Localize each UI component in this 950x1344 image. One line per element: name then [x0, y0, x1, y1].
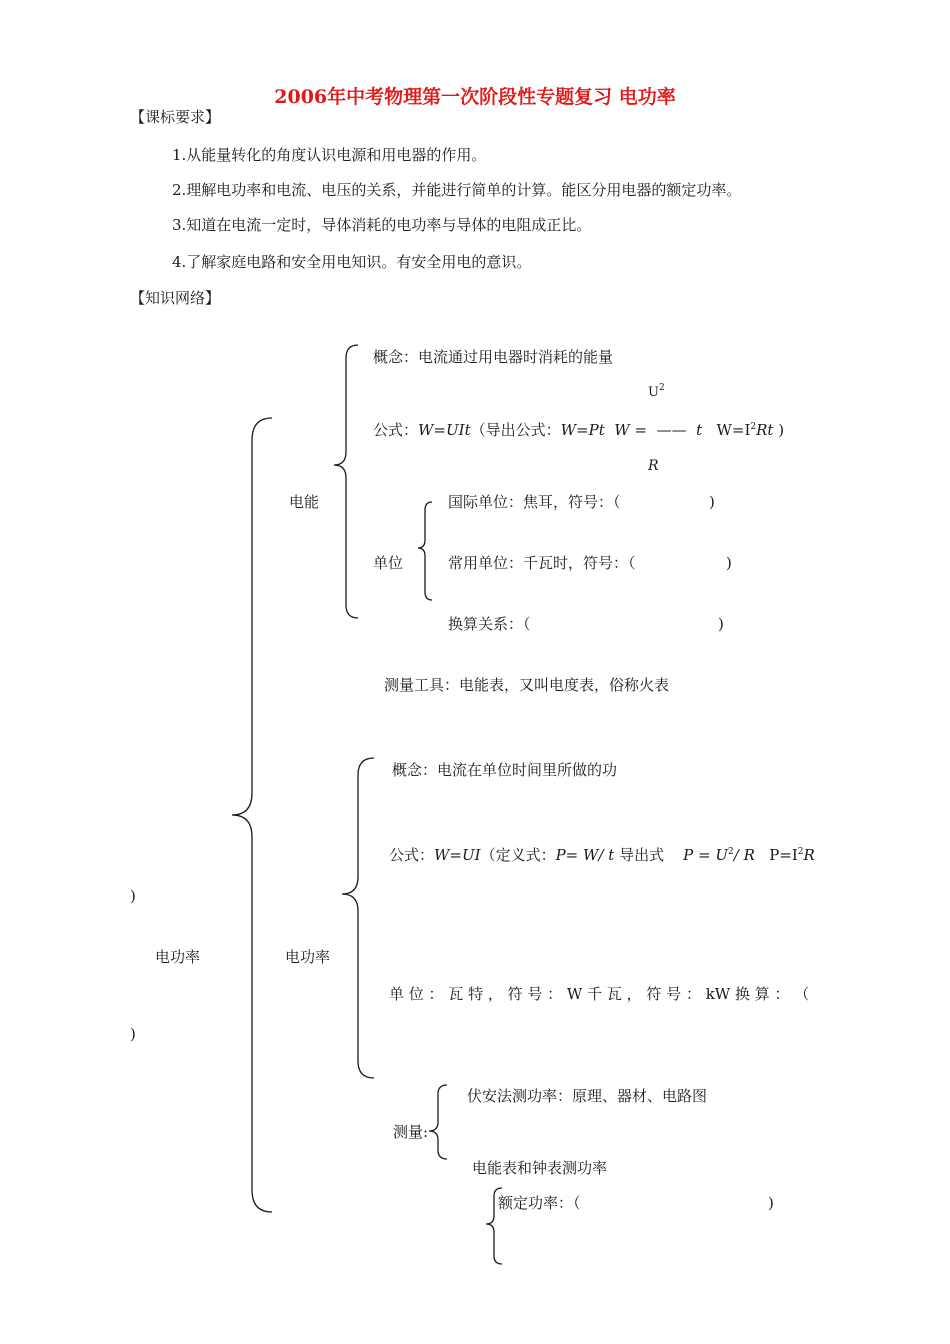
brace-root: [232, 418, 272, 1212]
energy-formula-numerator: $U^2$: [648, 383, 665, 400]
energy-measure-tool: 测量工具：电能表，又叫电度表，俗称火表: [384, 676, 670, 694]
stray-paren-1: ): [130, 887, 136, 905]
energy-unit-conversion: 换算关系：（: [448, 615, 531, 633]
network-header: 【知识网络】: [130, 289, 221, 307]
stray-paren-2: ): [130, 1025, 136, 1043]
energy-unit-common-close: ): [726, 554, 732, 572]
energy-unit-common: 常用单位：千瓦时，符号：（: [448, 554, 636, 572]
energy-unit-intl: 国际单位：焦耳，符号：（: [448, 493, 621, 511]
root-label: 电功率: [155, 948, 201, 966]
brace-power-measure: [429, 1085, 447, 1159]
power-rated: 额定功率：（: [498, 1194, 581, 1212]
energy-units-label: 单位: [373, 554, 404, 572]
energy-formula-denominator: R: [648, 458, 659, 474]
power-units: 单 位 ： 瓦 特 ， 符 号 ： W 千 瓦 ， 符 号 ： kW 换 算 ： （: [389, 985, 810, 1003]
energy-label: 电能: [289, 493, 320, 511]
power-concept: 概念：电流在单位时间里所做的功: [392, 761, 618, 779]
energy-concept: 概念：电流通过用电器时消耗的能量: [373, 348, 614, 366]
power-measure-meter-clock: 电能表和钟表测功率: [472, 1159, 608, 1177]
brace-power: [342, 758, 374, 1078]
requirement-4: 4.了解家庭电路和安全用电知识。有安全用电的意识。: [172, 253, 532, 271]
requirement-2: 2.理解电功率和电流、电压的关系，并能进行简单的计算。能区分用电器的额定功率。: [172, 181, 742, 199]
power-measure-label: 测量:: [393, 1123, 429, 1141]
energy-unit-conversion-close: ): [718, 615, 724, 633]
power-measure-voltammeter: 伏安法测功率：原理、器材、电路图: [467, 1087, 708, 1105]
energy-formula: 公式：W=UIt（导出公式：W=Pt W = —— t $W=I^2Rt$ ): [373, 421, 785, 439]
page-title: 2006年中考物理第一次阶段性专题复习 电功率: [274, 86, 676, 108]
power-label: 电功率: [285, 948, 331, 966]
requirement-3: 3.知道在电流一定时，导体消耗的电功率与导体的电阻成正比。: [172, 216, 592, 234]
requirements-header: 【课标要求】: [130, 108, 221, 126]
brace-energy-units: [418, 502, 432, 600]
energy-unit-intl-close: ): [709, 493, 715, 511]
power-rated-close: ): [768, 1194, 774, 1212]
requirement-1: 1.从能量转化的角度认识电源和用电器的作用。: [172, 146, 487, 164]
brace-energy: [334, 345, 358, 618]
power-formula: 公式：W=UI（定义式：P= W/ t 导出式 $P = U^2/$ R $P=I^2R$: [389, 846, 815, 864]
